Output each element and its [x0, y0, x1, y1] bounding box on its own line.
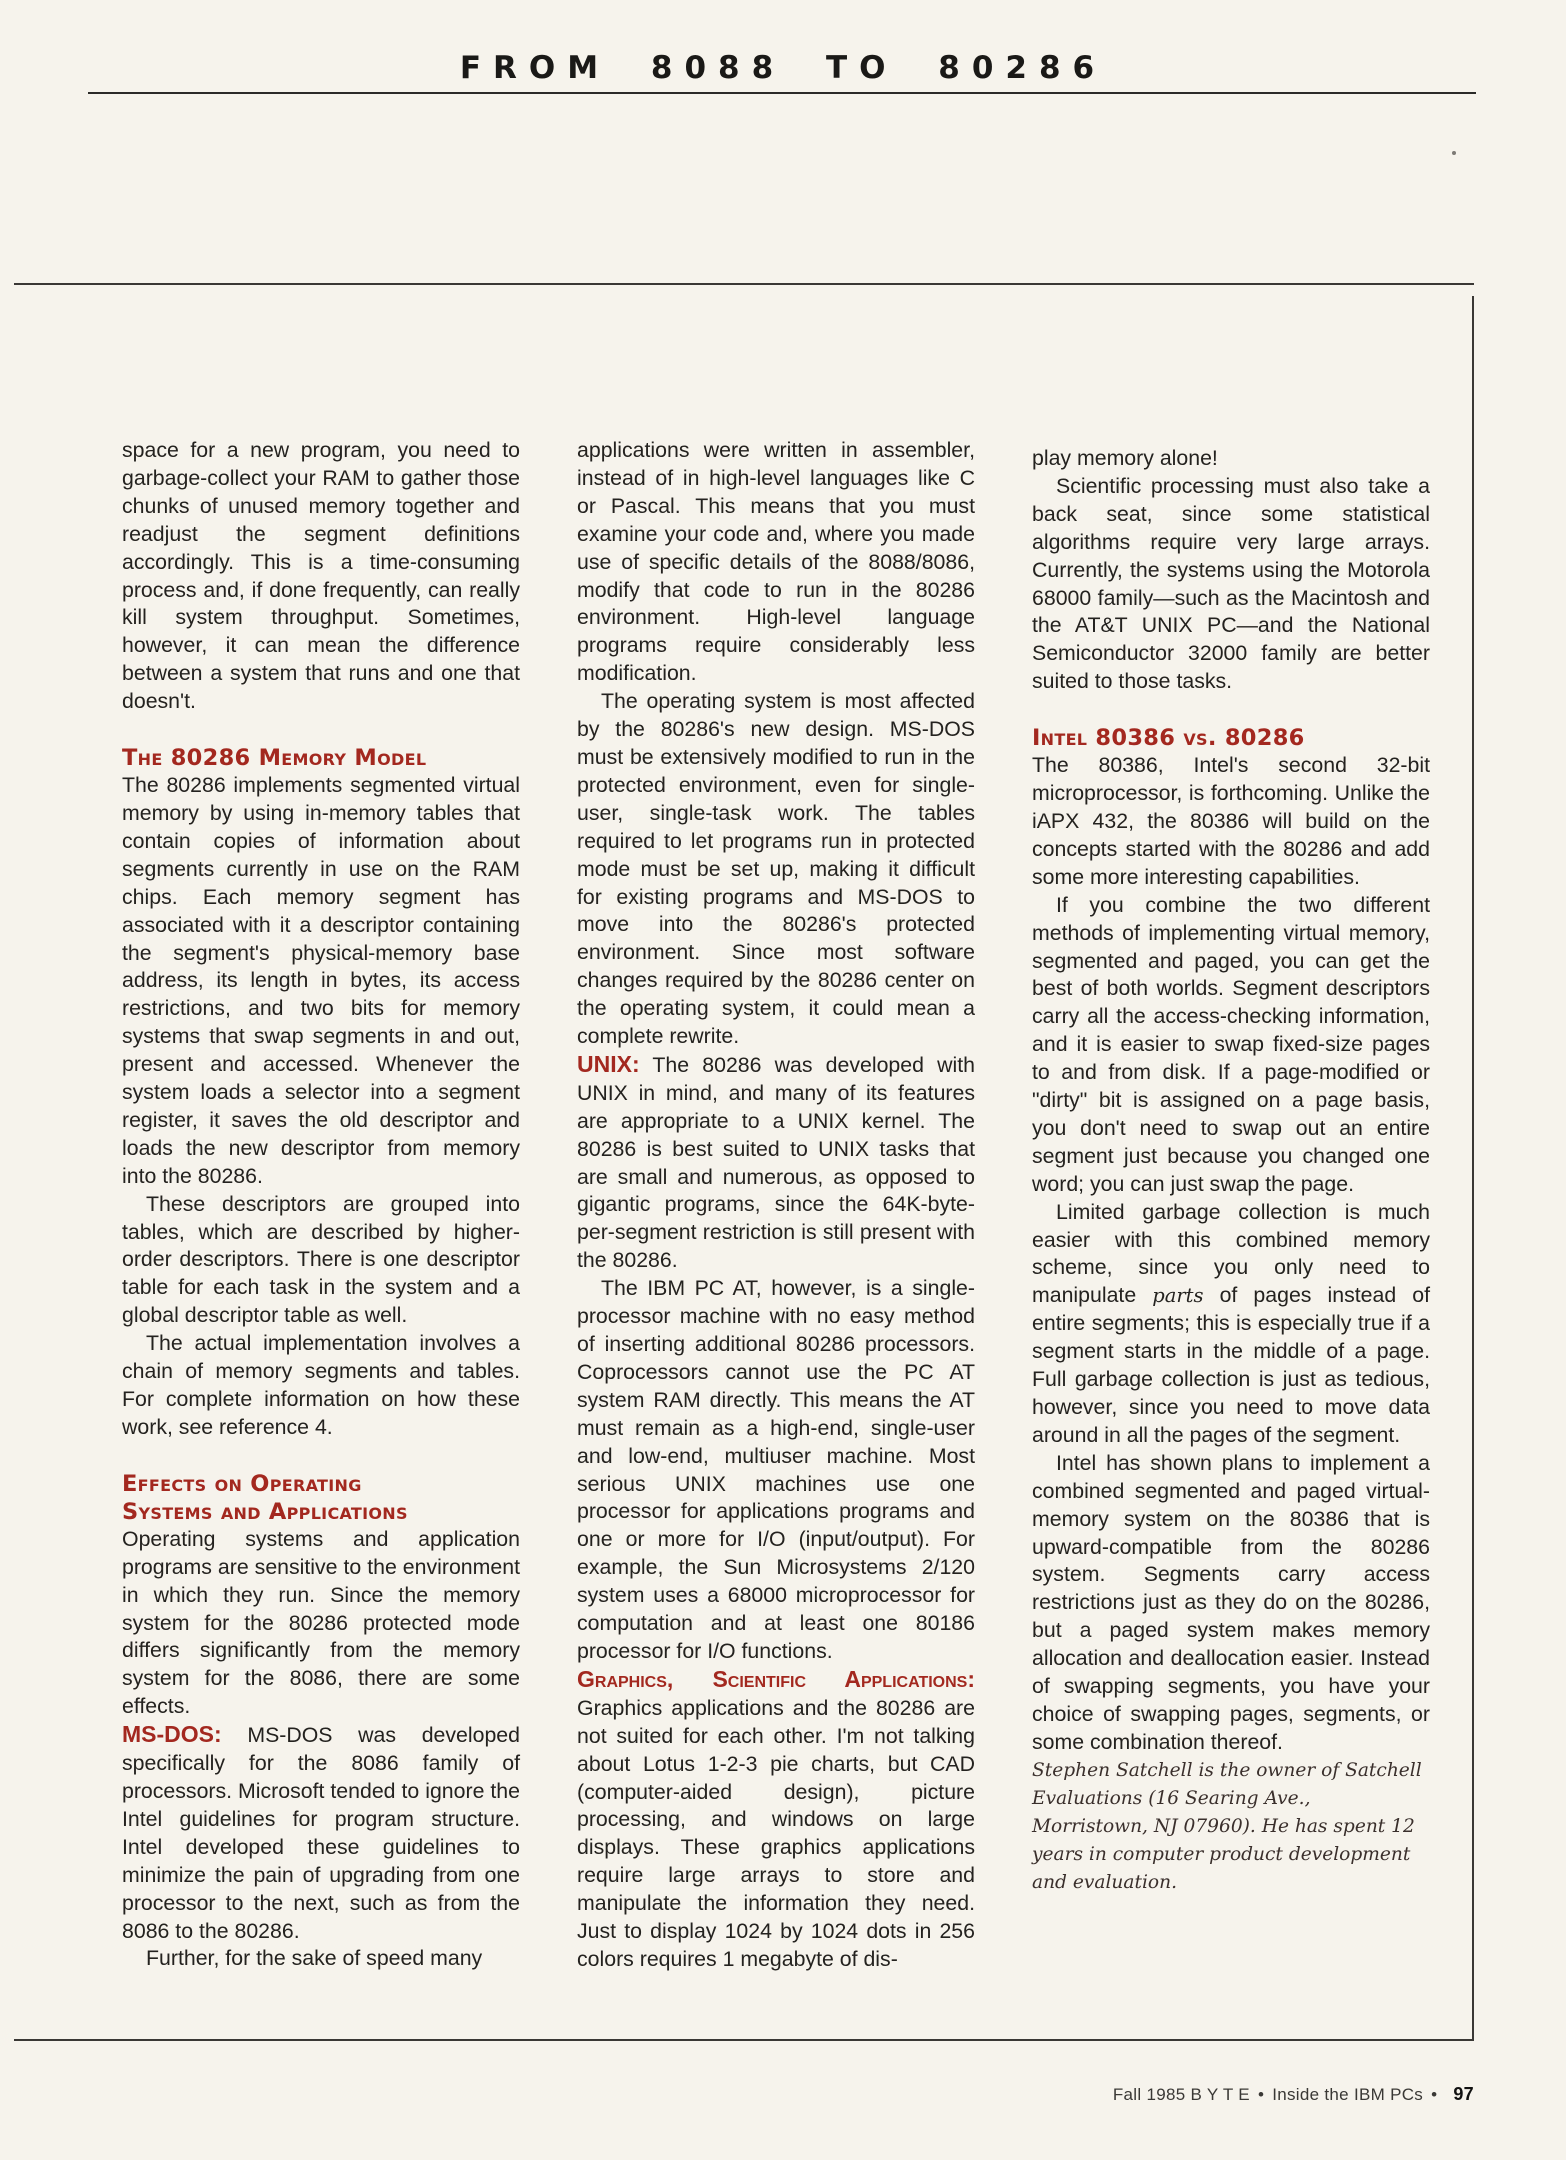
- paragraph-text: of pages instead of entire segments; this is especially true if a segment starts in the middle of a page. Full garbage collection is just as tedious, however, since you need to move data around in all the pages of the segment.: [1032, 1283, 1430, 1447]
- paragraph-graphics: [577, 1666, 975, 1974]
- paragraph: The 80386, Intel's second 32-bit microprocessor, is forthcoming. Unlike the iAPX 432, the 80386 will build on the concepts started with the 80286 and add some more interesting capabilities.: [1032, 753, 1430, 889]
- paragraph-text: MS-DOS was developed specifically for the 8086 family of processors. Microsoft tended to ignore the Intel guidelines for program structure. Intel developed these guidelines to minimize the pain of upgrading from one processor to the next, such as from the 8086 to the 80286.: [122, 1723, 520, 1943]
- sidebar-frame-bottom: [14, 2039, 1474, 2041]
- footer-section: Inside the IBM PCs: [1272, 2085, 1424, 2104]
- paragraph: The IBM PC AT, however, is a single-processor machine with no easy method of inserting additional 80286 processors. Coprocessors cannot use the PC AT system RAM directly. This means the AT must remain as a high-end, single-user and low-end, multiuser machine. Most serious UNIX machines use one processor for applications programs and one or more for I/O (input/output). For example, the Sun Microsystems 2/120 system uses a 68000 microprocessor for computation and at least one 80186 processor for I/O functions.: [577, 1276, 975, 1663]
- sidebar-frame-top: [14, 283, 1474, 285]
- paragraph: applications were written in assembler, instead of in high-level languages like C or Pascal. This means that you must examine your code and, where you made use of specific details of the 8088/8086, modify that code to run in the 80286 environment. High-level language programs require considerably less modification.: [577, 438, 975, 686]
- column-3: [1032, 445, 1430, 1897]
- emphasis-parts: parts: [1152, 1284, 1204, 1308]
- footer-bullet: •: [1431, 2085, 1438, 2104]
- paragraph-msdos: [122, 1721, 520, 1945]
- column-1: [122, 437, 520, 1973]
- paragraph: The actual implementation involves a chain of memory segments and tables. For complete information on how these work, see reference 4.: [122, 1331, 520, 1439]
- paragraph: Further, for the sake of speed many: [146, 1946, 483, 1971]
- run-in-head-unix: UNIX:: [577, 1050, 640, 1077]
- paragraph: space for a new program, you need to garbage-collect your RAM to gather those chunks of unused memory together and readjust the segment definitions accordingly. This is a time-consuming process and, if done frequently, can really kill system throughput. Sometimes, however, it can mean the difference between a system that runs and one that doesn't.: [122, 438, 520, 714]
- page-number: 97: [1453, 2084, 1474, 2104]
- author-bio: Stephen Satchell is the owner of Satchell Evaluations (16 Searing Ave., Morristown, NJ 07960). He has spent 12 years in computer product development and evaluation.: [1032, 1759, 1422, 1893]
- header-rule: [88, 92, 1476, 94]
- paragraph: Operating systems and application programs are sensitive to the environment in which they run. Since the memory system for the 80286 protected mode differs significantly from the memory system for the 8086, there are some effects.: [122, 1526, 520, 1719]
- paragraph: Intel has shown plans to implement a combined segmented and paged virtual-memory system on the 80386 that is upward-compatible from the 80286 system. Segments carry access restrictions just as they do on the 80286, but a paged system makes memory allocation and deallocation easier. Instead of swapping segments, you have your choice of swapping pages, segments, or some combination thereof.: [1032, 1450, 1430, 1754]
- paragraph-garbage: [1032, 1199, 1430, 1450]
- paragraph-text: The 80286 was developed with UNIX in mind, and many of its features are appropriate to a UNIX kernel. The 80286 is best suited to UNIX tasks that are small and numerous, as opposed to gigantic programs, since the 64K-byte-per-segment restriction is still present with the 80286.: [577, 1052, 975, 1273]
- section-heading-effects-line1: Effects on Operating: [122, 1470, 362, 1497]
- paragraph-text: Limited garbage collection is much easier with this combined memory scheme, since you only need to manipulate: [1032, 1199, 1430, 1308]
- section-heading-80386: Intel 80386 vs. 80286: [1032, 725, 1305, 752]
- paragraph: play memory alone!: [1032, 446, 1218, 470]
- paragraph-text: Graphics applications and the 80286 are not suited for each other. I'm not talking about Lotus 1-2-3 pie charts, but CAD (computer-aided design), picture processing, and windows on large displays. These graphics applications require large arrays to store and manipulate the information they need. Just to display 1024 by 1024 dots in 256 colors requires 1 megabyte of dis-: [577, 1695, 975, 1971]
- paragraph: Scientific processing must also take a back seat, since some statistical algorithms require very large arrays. Currently, the systems using the Motorola 68000 family—such as the Macintosh and the AT&T UNIX PC—and the National Semiconductor 32000 family are better suited to those tasks.: [1032, 473, 1430, 694]
- run-in-head-graphics: Graphics, Scientific Applications:: [577, 1665, 975, 1692]
- section-heading-memory-model: The 80286 Memory Model: [122, 745, 427, 772]
- footer-bullet: •: [1257, 2085, 1265, 2104]
- run-in-head-msdos: MS-DOS:: [122, 1721, 222, 1748]
- sidebar-frame-right: [1472, 296, 1474, 2041]
- paragraph: The 80286 implements segmented virtual memory by using in-memory tables that contain copies of information about segments currently in use on the RAM chips. Each memory segment has associated with it a descriptor containing the segment's physical-memory base address, its length in bytes, its access restrictions, and two bits for memory systems that swap segments in and out, present and accessed. Whenever the system loads a selector into a segment register, it saves the old descriptor and loads the new descriptor from memory into the 80286.: [122, 773, 520, 1188]
- section-heading-effects-line2: Systems and Applications: [122, 1498, 408, 1525]
- paragraph-unix: [577, 1051, 975, 1275]
- paragraph: These descriptors are grouped into tables, which are described by higher-order descriptors. There is one descriptor table for each task in the system and a global descriptor table as well.: [122, 1191, 520, 1328]
- footer-issue: Fall 1985 B Y T E: [1112, 2085, 1250, 2104]
- paragraph: The operating system is most affected by the 80286's new design. MS-DOS must be extensively modified to run in the protected environment, even for single-user, single-task work. The tables required to let programs run in protected mode must be set up, making it difficult for existing programs and MS-DOS to move into the 80286's protected environment. Since most software changes required by the 80286 center on the operating system, it could mean a complete rewrite.: [577, 689, 975, 1049]
- running-head: FROM 8088 TO 80286: [459, 50, 1107, 86]
- column-2: [577, 437, 975, 1974]
- page-footer: [1113, 2084, 1474, 2105]
- print-speck: [1452, 151, 1456, 155]
- paragraph: If you combine the two different methods of implementing virtual memory, segmented and paged, you can get the best of both worlds. Segment descriptors carry all the access-checking information, and it is easier to swap fixed-size pages to and from disk. If a page-modified or "dirty" bit is assigned on a page basis, you don't need to swap out an entire segment just because you changed one word; you can just swap the page.: [1032, 892, 1430, 1196]
